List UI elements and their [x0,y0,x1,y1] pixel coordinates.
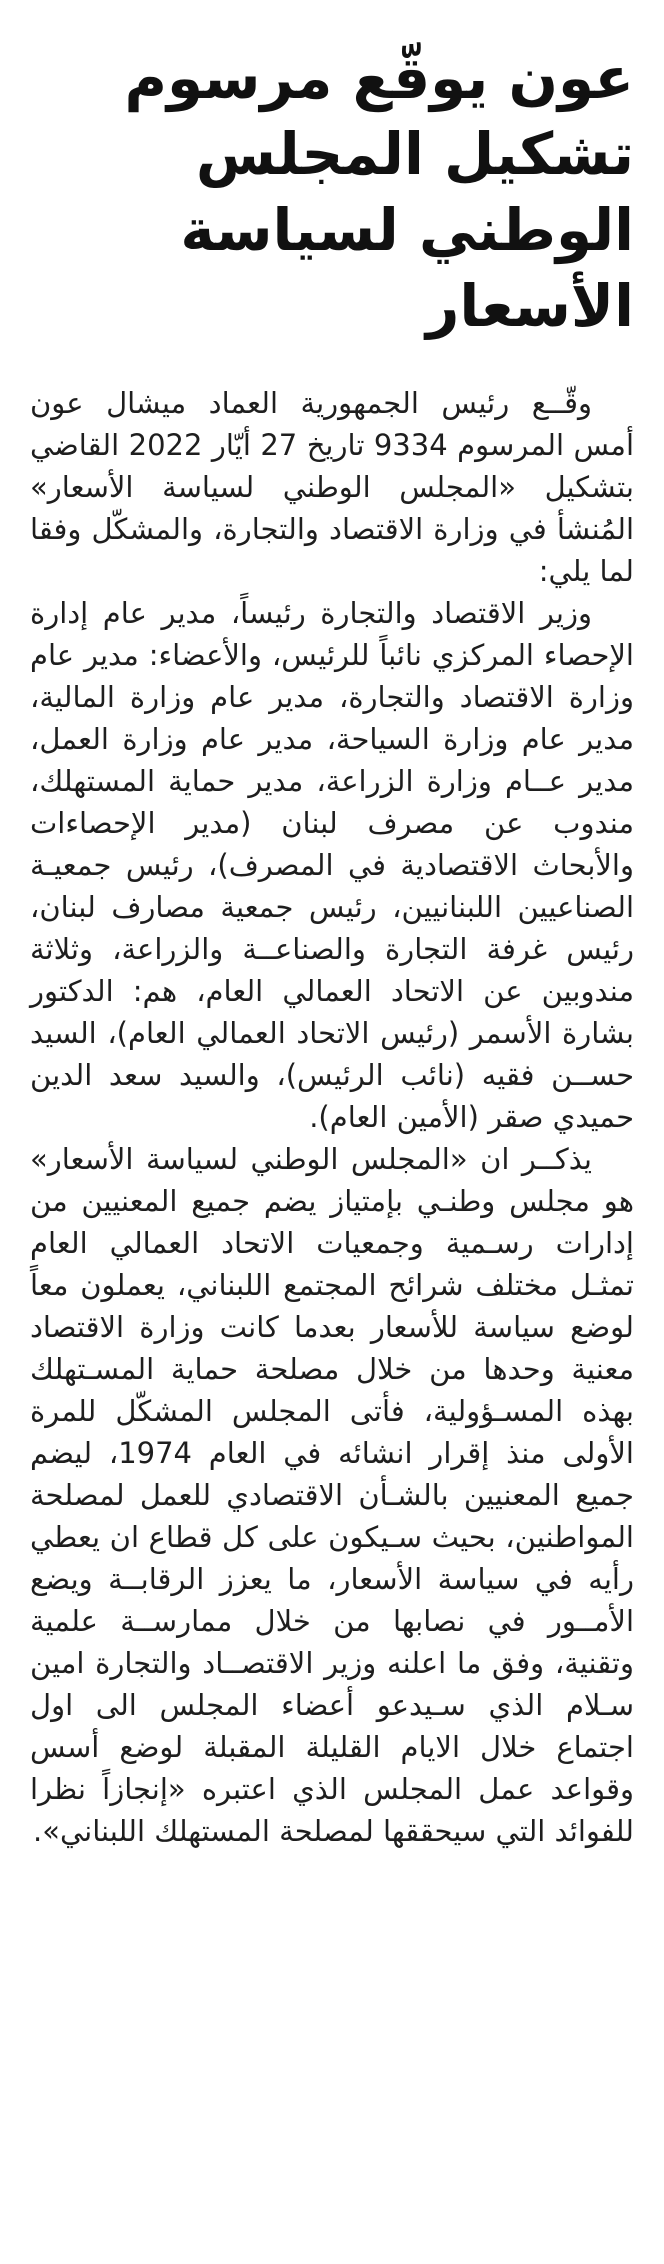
article-paragraph-members: وزير الاقتصاد والتجارة رئيساً، مدير عام إدارة الإحصاء المركزي نائباً للرئيس، والأعضاء: مدير عام وزارة الاقتصاد والتجارة، مدير عام وزارة المالية، مدير عام وزارة السياحة، مدير عام وزارة العمل، مدير عــام وزارة الزراعة، مدير حماية المستهلك، مندوب عن مصرف لبنان (مدير الإحصاءات والأبحاث الاقتصادية في المصرف)، رئيس جمعيـة الصناعيين اللبنانيين، رئيس جمعية مصارف لبنان، رئيس غرفة التجارة والصناعــة والزراعة، وثلاثة مندوبين عن الاتحاد العمالي العام، هم: الدكتور بشارة الأسمر (رئيس الاتحاد العمالي العام)، السيد حســن فقيه (نائب الرئيس)، والسيد سعد الدين حميدي صقر (الأمين العام). [30,596,634,1134]
news-article [30,40,634,1852]
article-paragraph-decree: وقّــع رئيس الجمهورية العماد ميشال عون أمس المرسوم 9334 تاريخ 27 أيّار 2022 القاضي بتشكيل «المجلس الوطني لسياسة الأسعار» المُنشأ في وزارة الاقتصاد والتجارة، والمشكّل وفقا لما يلي: [30,386,635,588]
article-headline: عون يوقّع مرسوم تشكيل المجلس الوطني لسياسة الأسعار [124,44,634,340]
article-paragraph-background: يذكــر ان «المجلس الوطني لسياسة الأسعار» هو مجلس وطنـي بإمتياز يضم جميع المعنيين من إدارات رسـمية وجمعيات الاتحاد العمالي العام تمثـل مختلف شرائح المجتمع اللبناني، يعملون معاً لوضع سياسة للأسعار بعدما كانت وزارة الاقتصاد معنية وحدها من خلال مصلحة حماية المسـتهلك بهذه المسـؤولية، فأتى المجلس المشكّل للمرة الأولى منذ إقرار انشائه في العام 1974، ليضم جميع المعنيين بالشـأن الاقتصادي للعمل لمصلحة المواطنين، بحيث سـيكون على كل قطاع ان يعطي رأيه في سياسة الأسعار، ما يعزز الرقابــة ويضع الأمــور في نصابها من خلال ممارســة علمية وتقنية، وفق ما اعلنه وزير الاقتصــاد والتجارة امين سـلام الذي سـيدعو أعضاء المجلس الى اول اجتماع خلال الايام القليلة المقبلة لوضع أسس وقواعد عمل المجلس الذي اعتبره «إنجازاً نظرا للفوائد التي سيحققها لمصلحة المستهلك اللبناني». [30,1142,634,1848]
